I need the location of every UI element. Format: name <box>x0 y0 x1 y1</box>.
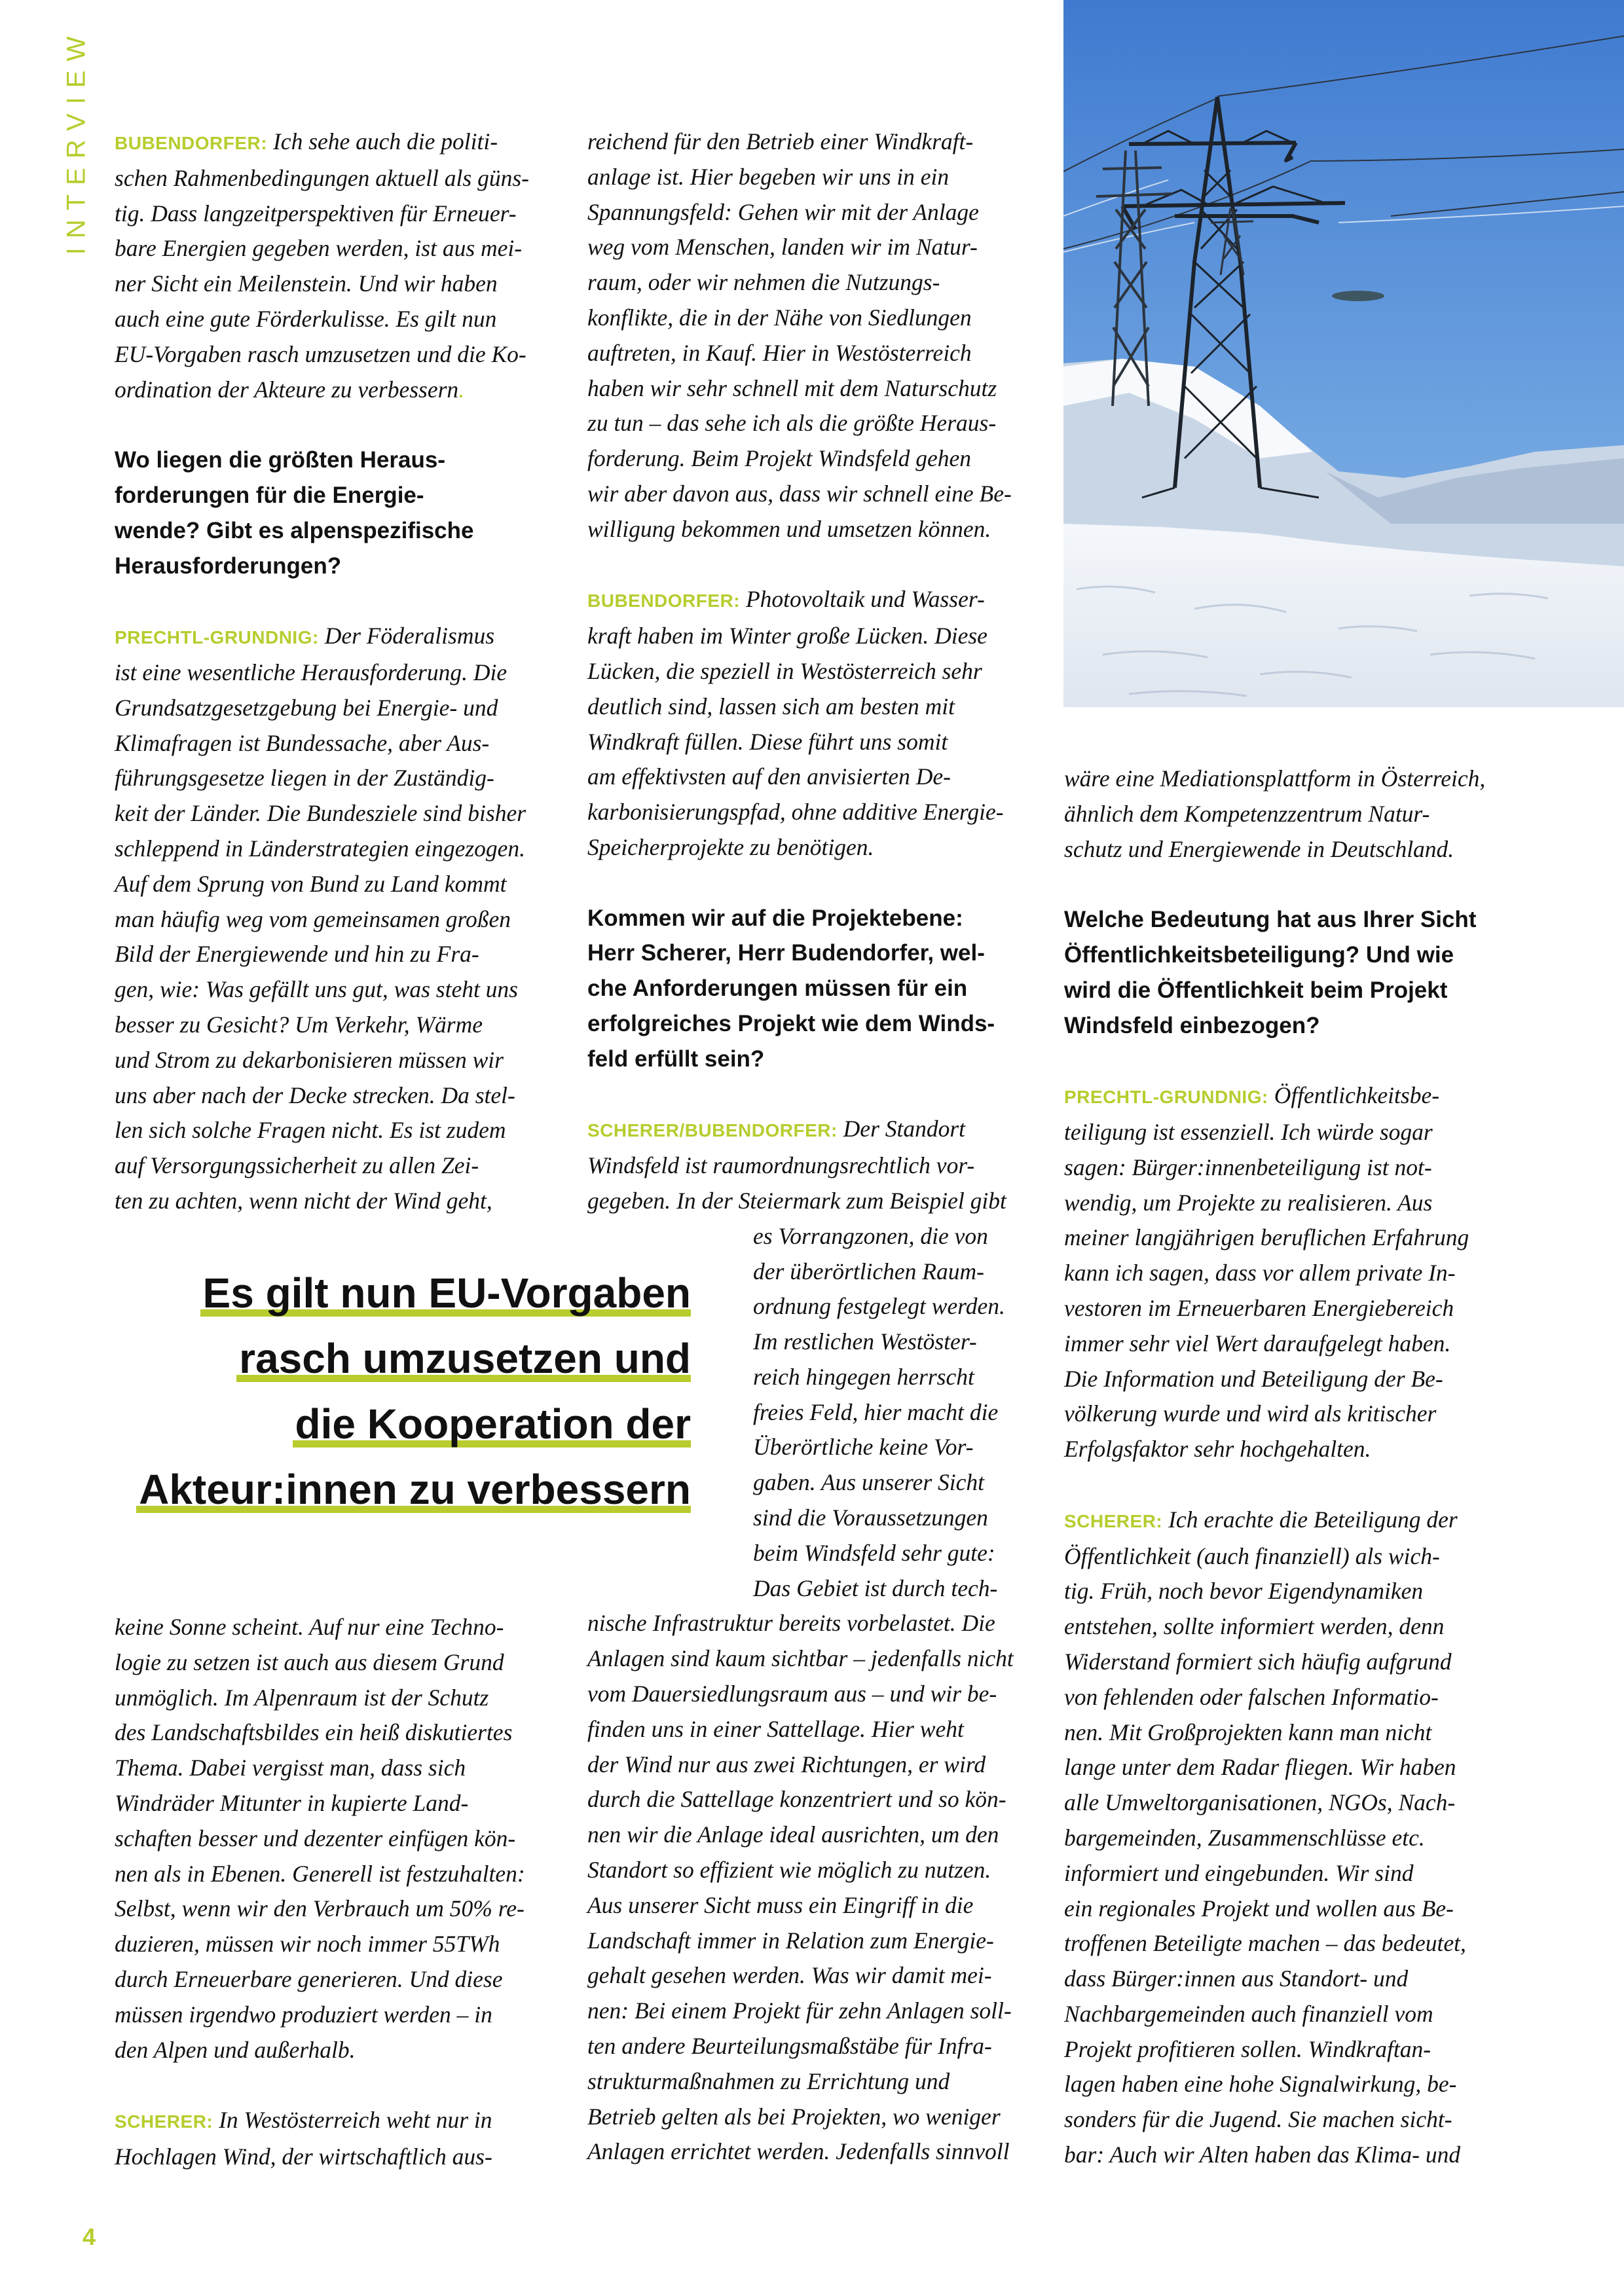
pylon-landscape-icon <box>1063 0 1624 707</box>
speaker-label: SCHERER: <box>115 2111 213 2132</box>
speaker-label: SCHERER: <box>1064 1510 1163 1531</box>
speaker-label: SCHERER/BUBENDORFER: <box>587 1120 838 1141</box>
speaker-label: BUBENDORFER: <box>115 133 268 153</box>
pull-quote-line: die Kooperation der <box>295 1391 692 1457</box>
column-2 <box>587 124 1033 2170</box>
interview-question: Welche Bedeutung hat aus Ihrer Sicht Öffentlichkeitsbeteiligung? Und wie wird die Öffentlichkeit beim Projekt Windsfeld einbezogen? <box>1064 907 1477 1038</box>
column-1 <box>115 124 560 1219</box>
answer-scherer-1: SCHERER: In Westösterreich weht nur in Hochlagen Wind, der wirtschaftlich aus- <box>115 2107 492 2170</box>
column-1-continued <box>115 1610 560 2175</box>
answer-scherer-2: SCHERER: Ich erachte die Beteiligung der Öffentlichkeit (auch finanziell) als wich- tig. Früh, noch bevor Eigendynamiken entstehen, sollte informiert werden, denn Widerstand formiert sich häufig aufgrund von fehlenden oder falschen Informatio- nen. Mit Großprojekten kann man nicht lange unter dem Radar fliegen. Wir haben alle Umweltorganisationen, NGOs, Nach- bargemeinden, Zusammenschlüsse etc. informiert und eingebunden. Wir sind ein regionales Projekt und wollen aus Be- troffenen Beteiligte machen – das bedeutet, dass Bürger:innen aus Standort- und Nachbargemeinden auch finanziell vom Projekt profitieren sollen. Windkraftan- lagen haben eine hohe Signalwirkung, be- sonders für die Jugend. Sie machen sicht- bar: Auch wir Alten haben das Klima- und <box>1064 1506 1466 2168</box>
section-label <box>47 27 106 255</box>
page-number: 4 <box>83 2223 96 2250</box>
speaker-label: BUBENDORFER: <box>587 591 741 611</box>
speaker-label: PRECHTL-GRUNDNIG: <box>1064 1087 1268 1108</box>
column-3 <box>1064 761 1536 2173</box>
speaker-label: PRECHTL-GRUNDNIG: <box>115 627 319 648</box>
answer-bubendorfer-1: BUBENDORFER: Ich sehe auch die politi- schen Rahmenbedingungen aktuell als güns- tig. Dass langzeitperspektiven für Erneuer- bare Energien gegeben werden, ist aus mei- ner Sicht ein Meilenstein. Und wir haben auch eine gute Förderkulisse. Es gilt nun EU-Vorgaben rasch umzusetzen und die Ko- ordination der Akteure zu verbessern. <box>115 128 529 403</box>
section-label-text: INTERVIEW <box>62 27 91 255</box>
interview-question: Wo liegen die größten Heraus- forderungen für die Energie- wende? Gibt es alpenspezifische Herausforderungen? <box>115 447 474 579</box>
answer-prechtl-grundnig-1: PRECHTL-GRUNDNIG: Der Föderalismus ist eine wesentliche Herausforderung. Die Grundsatzgesetzgebung bei Energie- und Klimafragen ist Bundessache, aber Aus- führungsgesetze liegen in der Zuständig- keit der Länder. Die Bundesziele sind bisher schleppend in Länderstrategien eingezogen. Auf dem Sprung von Bund zu Land kommt man häufig weg vom gemeinsamen großen Bild der Energiewende und hin zu Fra- gen, wie: Was gefällt uns gut, was steht uns besser zu Gesicht? Um Verkehr, Wärme und Strom zu dekarbonisieren müssen wir uns aber nach der Decke strecken. Da stel- len sich solche Fragen nicht. Es ist zudem auf Versorgungssicherheit zu allen Zei- ten zu achten, wenn nicht der Wind geht, <box>115 623 526 1214</box>
pull-quote-line: Es gilt nun EU-Vorgaben <box>203 1260 692 1326</box>
answer-scherer-bubendorfer-cont: wäre eine Mediationsplattform in Österreich, ähnlich dem Kompetenzzentrum Natur- schutz und Energiewende in Deutschland. <box>1064 765 1486 862</box>
answer-bubendorfer-2: BUBENDORFER: Photovoltaik und Wasser- kraft haben im Winter große Lücken. Diese Lücken, die speziell in Westösterreich sehr deutlich sind, lassen sich am besten mit Windkraft füllen. Diese führt uns somit am effektivsten auf den anvisierten De- karbonisierungspfad, ohne additive Energie- Speicherprojekte zu benötigen. <box>587 586 1004 860</box>
interview-question: Kommen wir auf die Projektebene: Herr Scherer, Herr Budendorfer, wel- che Anforderungen müssen für ein erfolgreiches Projekt wie dem Winds- feld erfüllt sein? <box>587 905 995 1072</box>
answer-scherer-bubendorfer: SCHERER/BUBENDORFER: Der Standort Windsfeld ist raumordnungsrechtlich vor- gegeben. In der Steiermark zum Beispiel gibt es Vorrangzonen, die von der überörtlichen Raum- ordnung festgelegt werden. Im restlichen Westöster- reich hingegen herrscht freies Feld, hier macht die Überörtliche keine Vor- gaben. Aus unserer Sicht sind die Voraussetzungen beim Windsfeld sehr gute: Das Gebiet ist durch tech- nische Infrastruktur bereits vorbelastet. Die Anlagen sind kaum sichtbar – jedenfalls nicht vom Dauersiedlungsraum aus – und wir be- finden uns in einer Sattellage. Hier weht der Wind nur aus zwei Richtungen, er wird durch die Sattellage konzentriert und so kön- nen wir die Anlage ideal ausrichten, um den Standort so effizient wie möglich zu nutzen. Aus unserer Sicht muss ein Eingriff in die Landschaft immer in Relation zum Energie- gehalt gesehen werden. Was wir damit mei- nen: Bei einem Projekt für zehn Anlagen soll- ten andere Beurteilungsmaßstäbe für Infra- strukturmaßnahmen zu Errichtung und Betrieb gelten als bei Projekten, wo weniger Anlagen errichtet werden. Jedenfalls sinnvoll <box>587 1116 1014 2165</box>
pull-quote-line: rasch umzusetzen und <box>239 1326 691 1391</box>
photo-power-pylons <box>1063 0 1624 707</box>
pull-quote-line: Akteur:innen zu verbessern <box>139 1457 691 1522</box>
answer-scherer-1-cont: reichend für den Betrieb einer Windkraft- anlage ist. Hier begeben wir uns in ein Spannungsfeld: Gehen wir mit der Anlage weg vom Menschen, landen wir im Natur- raum, oder wir nehmen die Nutzungs- konflikte, die in der Nähe von Siedlungen auftreten, in Kauf. Hier in Westösterreich haben wir sehr schnell mit dem Naturschutz zu tun – das sehe ich als die größte Heraus- forderung. Beim Projekt Windsfeld gehen wir aber davon aus, dass wir schnell eine Be- willigung bekommen und umsetzen können. <box>587 128 1012 542</box>
answer-prechtl-grundnig-2: PRECHTL-GRUNDNIG: Öffentlichkeitsbe- teiligung ist essenziell. Ich würde sogar sagen: Bürger:innenbeteiligung ist not- wendig, um Projekte zu realisieren. Aus meiner langjährigen beruflichen Erfahrung kann ich sagen, dass vor allem private In- vestoren im Erneuerbaren Energiebereich immer sehr viel Wert daraufgelegt haben. Die Information und Beteiligung der Be- völkerung wurde und wird als kritischer Erfolgsfaktor sehr hochgehalten. <box>1064 1082 1469 1463</box>
answer-prechtl-grundnig-1-cont: keine Sonne scheint. Auf nur eine Techno- logie zu setzen ist auch aus diesem Grund unmöglich. Im Alpenraum ist der Schutz des Landschaftsbildes ein heiß diskutiertes Thema. Dabei vergisst man, dass sich Windräder Mitunter in kupierte Land- schaften besser und dezenter einfügen kön- nen als in Ebenen. Generell ist festzuhalten: Selbst, wenn wir den Verbrauch um 50% re- duzieren, müssen wir noch immer 55TWh durch Erneuerbare generieren. Und diese müssen irgendwo produziert werden – in den Alpen und außerhalb. <box>115 1614 525 2063</box>
